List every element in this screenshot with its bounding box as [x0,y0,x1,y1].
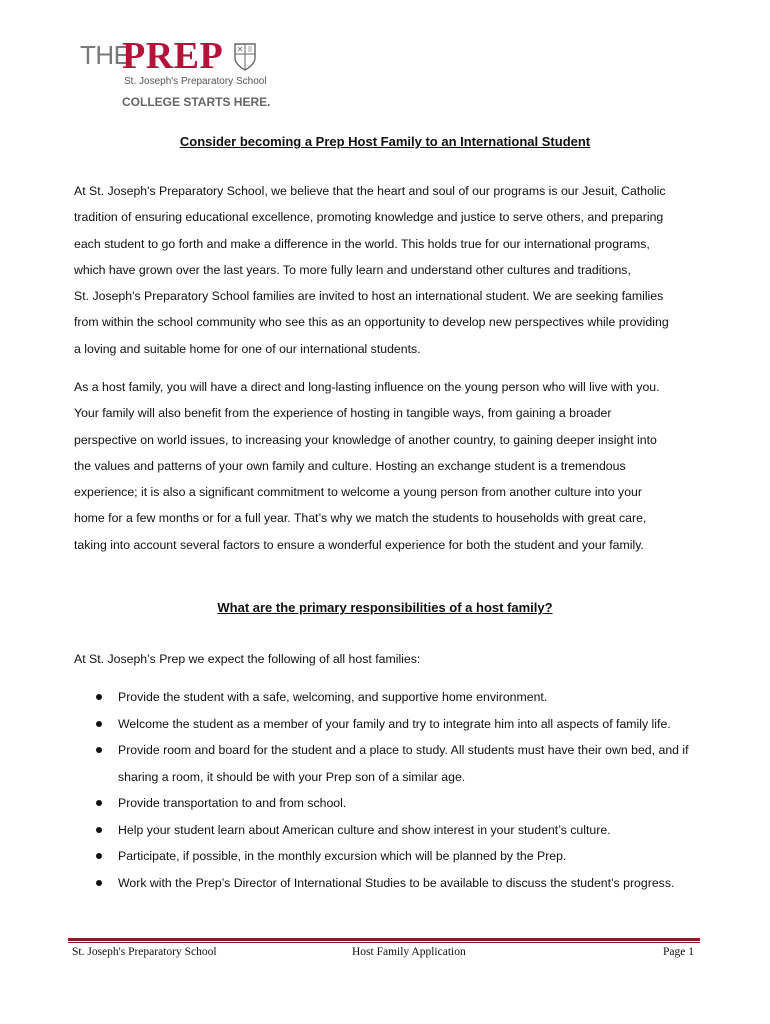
school-logo [80,35,280,112]
list-item-text: Provide room and board for the student and a place to study. All students must have their own bed, and if sharing a room, it should be with your Prep son of a similar age. [118,743,689,784]
intro-line: St. Joseph's Preparatory School families are invited to host an international student. We are seeking families [74,289,664,304]
logo-the-text: THE [80,40,131,70]
bullet-icon [96,853,102,859]
crest-icon [233,42,257,72]
list-item [96,684,716,711]
page-title: Consider becoming a Prep Host Family to an International Student [179,134,591,149]
intro-line: tradition of ensuring educational excellence, promoting knowledge and justice to serve others, and preparing [74,210,664,225]
host-line: perspective on world issues, to increasing your knowledge of another country, to gaining deeper insight into [74,432,657,447]
host-line: experience; it is also a significant commitment to welcome a young person from another culture into your [74,485,642,500]
intro-paragraph [74,178,714,362]
responsibilities-list [96,684,716,896]
list-item [96,790,716,817]
list-item [96,817,716,844]
list-item-text: Work with the Prep’s Director of International Studies to be available to discuss the student’s progress. [118,875,675,890]
list-item-text: Provide transportation to and from school. [118,796,347,810]
intro-line: from within the school community who see this as an opportunity to develop new perspectives while providing [74,315,669,330]
host-line: taking into account several factors to ensure a wonderful experience for both the student and your family. [74,537,644,552]
list-item [96,711,716,738]
list-item [96,843,716,870]
footer-document-title: Host Family Application [352,946,466,958]
bullet-icon [96,827,102,833]
intro-line: each student to go forth and make a difference in the world. This holds true for our international programs, [74,236,650,251]
bullet-icon [96,880,102,886]
footer-divider-thin [68,942,700,943]
intro-line: At St. Joseph's Preparatory School, we believe that the heart and soul of our programs is our Jesuit, Catholic [74,184,666,198]
host-line: home for a few months or for a full year. That’s why we match the students to households with great care, [74,511,647,526]
expect-line: At St. Joseph’s Prep we expect the following of all host families: [74,652,421,666]
logo-subtitle: St. Joseph's Preparatory School [124,76,267,87]
list-item [96,870,716,897]
host-family-paragraph [74,374,714,558]
logo-prep-text: PREP [122,35,224,77]
list-item-text: Participate, if possible, in the monthly excursion which will be planned by the Prep. [118,849,567,863]
list-item-text: Help your student learn about American culture and show interest in your student’s culture. [118,822,611,837]
footer-school-name: St. Joseph's Preparatory School [72,946,217,958]
bullet-icon [96,800,102,806]
footer-divider [68,938,700,941]
list-item-text: Provide the student with a safe, welcoming, and supportive home environment. [118,690,548,704]
footer-page-number: Page 1 [663,946,694,958]
list-item-text: Welcome the student as a member of your family and try to integrate him into all aspects of family life. [118,716,671,731]
logo-tagline: COLLEGE STARTS HERE. [122,95,271,109]
host-line: the values and patterns of your own family and culture. Hosting an exchange student is a tremendous [74,458,626,473]
host-line: Your family will also benefit from the experience of hosting in tangible ways, from gaining a broader [74,406,612,421]
bullet-icon [96,747,102,753]
host-line: As a host family, you will have a direct and long-lasting influence on the young person who will live with you. [74,380,660,394]
intro-line: a loving and suitable home for one of our international students. [74,341,421,356]
list-item [96,737,708,790]
responsibilities-heading: What are the primary responsibilities of a host family? [217,600,553,615]
bullet-icon [96,694,102,700]
bullet-icon [96,721,102,727]
intro-line: which have grown over the last years. To more fully learn and understand other cultures and traditions, [74,262,631,277]
